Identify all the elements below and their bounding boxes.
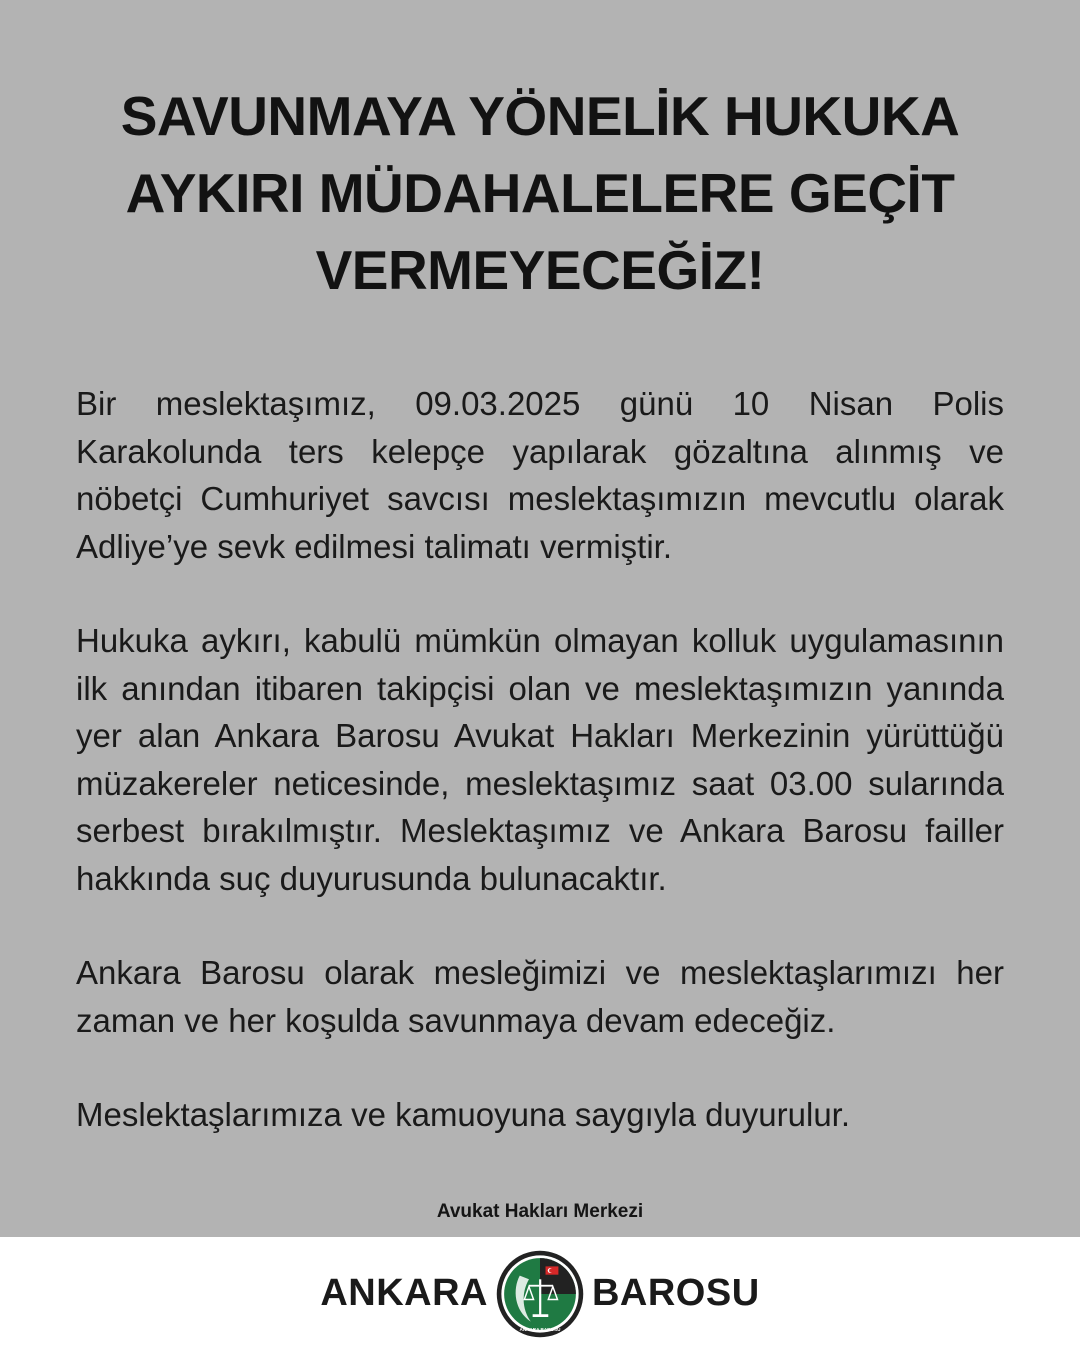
- paragraph-commitment: Ankara Barosu olarak mesleğimizi ve meslektaşlarımızı her zaman ve her koşulda savunmaya devam edeceğiz.: [76, 954, 1004, 1039]
- ankara-barosu-seal-icon: [494, 1248, 586, 1340]
- paragraph-release: Hukuka aykırı, kabulü mümkün olmayan kolluk uygulamasının ilk anından itibaren takipçisi olan ve meslektaşımızın yanında yer alan Ankara Barosu Avukat Hakları Merkezinin yürüttüğü müzakereler neticesinde, meslektaşımız saat 03.00 sularında serbest bırakılmıştır. Meslektaşımız ve Ankara Barosu failler hakkında suç duyurusunda bulunacaktır.: [76, 622, 1004, 897]
- headline-line-2: AYKIRI MÜDAHALELERE GEÇİT: [125, 162, 955, 224]
- logo-word-ankara: ANKARA: [320, 1272, 488, 1314]
- paragraph-detention: Bir meslektaşımız, 09.03.2025 günü 10 Nisan Polis Karakolunda ters kelepçe yapılarak gözaltına alınmış ve nöbetçi Cumhuriyet savcısı meslektaşımızın mevcutlu olarak Adliye’ye sevk edilmesi talimatı vermiştir.: [76, 385, 1004, 565]
- ankara-barosu-logo: [0, 1237, 1080, 1350]
- signature: Avukat Hakları Merkezi: [436, 1201, 644, 1222]
- announcement-body: [76, 380, 1004, 1186]
- headline: [40, 78, 1040, 309]
- paragraph-closing: Meslektaşlarımıza ve kamuoyuna saygıyla duyurulur.: [76, 1096, 851, 1133]
- headline-line-1: SAVUNMAYA YÖNELİK HUKUKA: [120, 85, 960, 147]
- headline-line-3: VERMEYECEĞİZ!: [315, 239, 765, 301]
- logo-word-barosu: BAROSU: [591, 1272, 760, 1314]
- seal-text: ANKARA BAROSU: [519, 1326, 561, 1332]
